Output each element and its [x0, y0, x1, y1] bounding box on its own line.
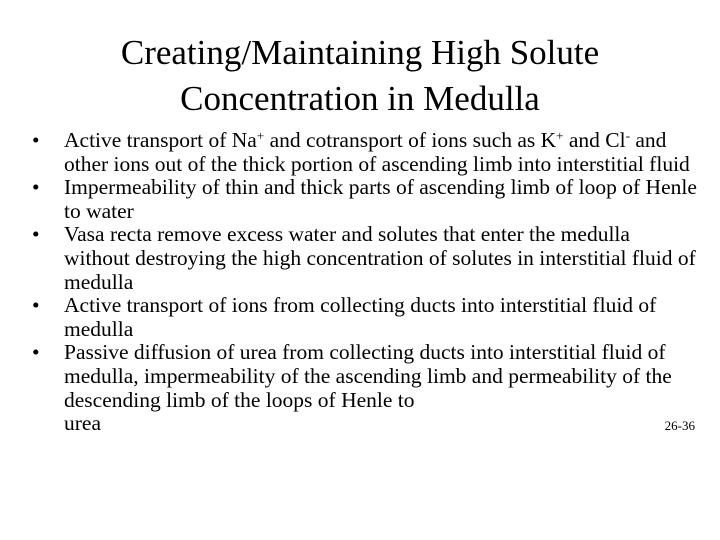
bullet-text: Passive diffusion of urea from collecting ducts into interstitial fluid of medulla, impermeability of the ascending limb and permeability of the descending limb of the loops of Henle to	[64, 340, 672, 412]
bullet-item-active-transport	[32, 129, 697, 176]
bullet-glyph: •	[32, 128, 40, 152]
bullet-text: Vasa recta remove excess water and solutes that enter the medulla without destroying the high concentration of solutes in interstitial fluid of medulla	[64, 222, 696, 294]
bullet-item-impermeability	[32, 176, 697, 223]
bullet-list	[32, 129, 697, 438]
bullet-item-collecting-ducts	[32, 294, 697, 341]
bullet-item-vasa-recta	[32, 223, 697, 294]
slide-number: 26-36	[664, 418, 695, 434]
bullet-last-line	[64, 412, 697, 438]
bullet-glyph: •	[32, 175, 40, 200]
slide-title-line-1: Creating/Maintaining High Solute	[120, 33, 600, 72]
bullet-glyph: •	[32, 222, 40, 247]
bullet-glyph: •	[32, 293, 40, 318]
bullet-text: Active transport of ions from collecting ducts into interstitial fluid of medulla	[64, 293, 657, 341]
cl-charge-superscript: -	[625, 128, 630, 143]
slide-title-line-2: Concentration in Medulla	[180, 79, 540, 118]
na-charge-superscript: +	[256, 128, 265, 143]
bullet-text: Impermeability of thin and thick parts of ascending limb of loop of Henle to water	[64, 175, 697, 223]
bullet-glyph: •	[32, 340, 40, 365]
bullet-text: Active transport of Na+ and cotransport of ions such as K+ and Cl- and other ions out of the thick portion of ascending limb into interstitial fluid	[64, 128, 690, 176]
bullet-last-word: urea	[64, 411, 101, 436]
bullet-item-urea-diffusion	[32, 341, 697, 437]
k-charge-superscript: +	[556, 128, 564, 143]
slide-title	[0, 30, 720, 122]
